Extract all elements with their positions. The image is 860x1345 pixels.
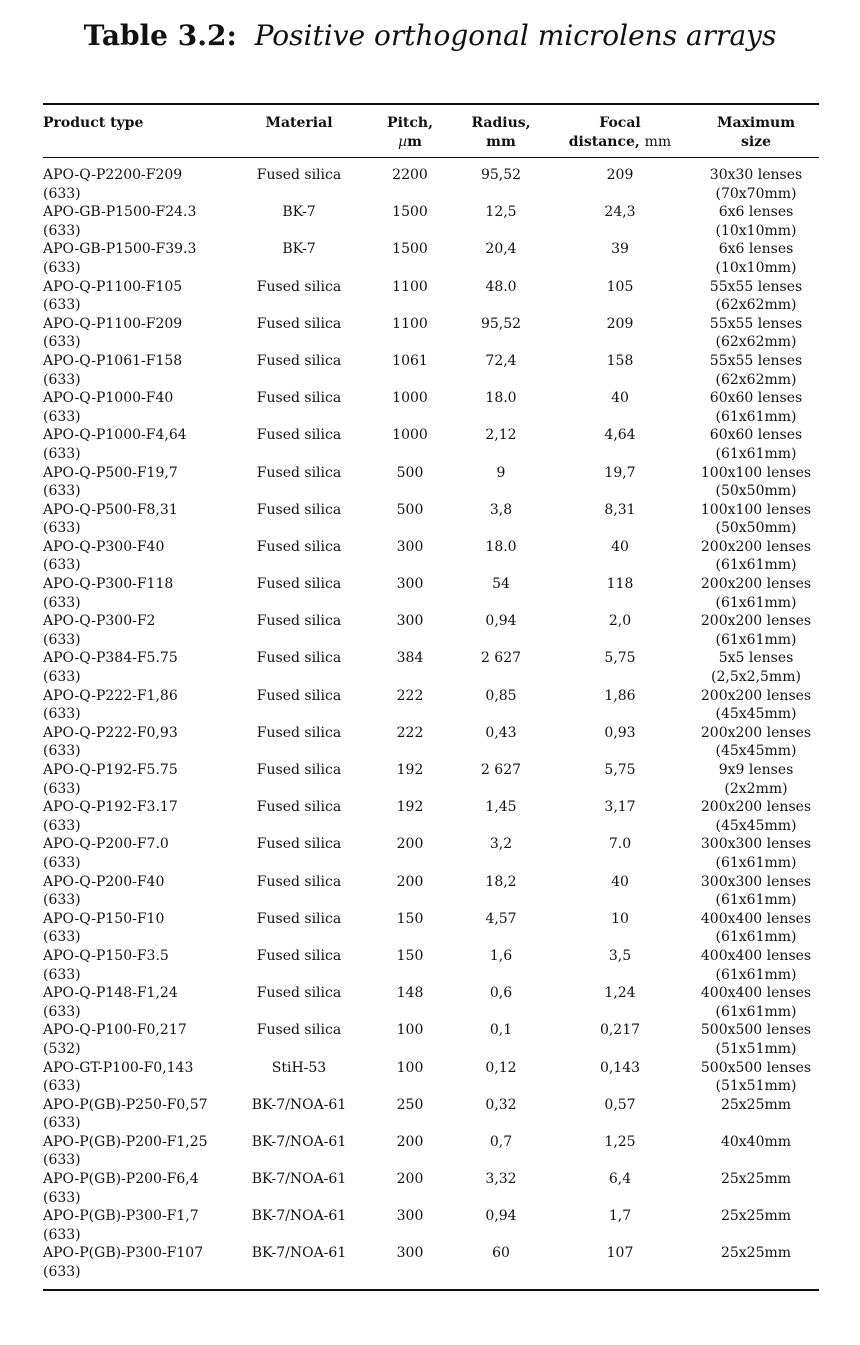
table-row	[43, 1170, 819, 1207]
cell-material: Fused silica	[256, 947, 342, 964]
cell-pitch: 500	[396, 464, 424, 481]
cell-radius: 4,57	[485, 910, 517, 927]
cell-pitch: 200	[396, 1133, 424, 1150]
cell-focal-distance: 118	[606, 576, 634, 593]
cell-material: Fused silica	[256, 650, 342, 667]
cell-product-type: APO-Q-P300-F118 (633)	[43, 576, 174, 611]
cell-focal-distance: 5,75	[604, 762, 636, 778]
header-pitch: Pitch, µm	[387, 115, 433, 150]
cell-material: Fused silica	[256, 836, 342, 853]
table-row	[43, 1207, 819, 1244]
table-row	[43, 1244, 819, 1281]
cell-maximum-size: 200x200 lenses (45x45mm)	[700, 687, 812, 723]
cell-pitch: 1500	[392, 204, 428, 221]
cell-pitch: 500	[396, 501, 424, 518]
cell-product-type: APO-GB-P1500-F24.3 (633)	[43, 204, 197, 239]
cell-material: Fused silica	[256, 799, 342, 816]
table-row	[43, 724, 819, 761]
cell-product-type: APO-Q-P1100-F209 (633)	[43, 315, 183, 351]
cell-material: Fused silica	[256, 278, 342, 295]
table-caption	[0, 16, 860, 56]
cell-material: Fused silica	[256, 167, 342, 183]
cell-pitch: 148	[396, 985, 424, 1002]
table-row	[43, 575, 819, 612]
cell-radius: 0,7	[489, 1133, 513, 1150]
cell-radius: 12,5	[485, 204, 517, 221]
cell-pitch: 200	[396, 836, 424, 853]
cell-maximum-size: 9x9 lenses (2x2mm)	[718, 762, 794, 797]
cell-product-type: APO-Q-P500-F8,31 (633)	[43, 501, 178, 537]
cell-maximum-size: 100x100 lenses (50x50mm)	[700, 464, 812, 500]
table-row	[43, 910, 819, 947]
cell-material: Fused silica	[256, 910, 342, 927]
cell-focal-distance: 158	[606, 352, 634, 369]
cell-maximum-size: 500x500 lenses (51x51mm)	[700, 1059, 812, 1095]
cell-focal-distance: 0,143	[599, 1059, 641, 1076]
cell-product-type: APO-Q-P192-F5.75 (633)	[43, 762, 178, 797]
cell-radius: 60	[492, 1245, 510, 1262]
cell-product-type: APO-Q-P1100-F105 (633)	[43, 278, 183, 314]
cell-pitch: 300	[396, 576, 424, 593]
header-radius: Radius, mm	[471, 115, 531, 150]
table-row	[43, 984, 819, 1021]
cell-maximum-size: 200x200 lenses (61x61mm)	[700, 613, 812, 648]
cell-pitch: 100	[396, 1022, 424, 1039]
cell-product-type: APO-Q-P148-F1,24 (633)	[43, 985, 178, 1020]
cell-material: Fused silica	[256, 427, 342, 444]
cell-maximum-size: 500x500 lenses (51x51mm)	[700, 1022, 812, 1057]
cell-product-type: APO-Q-P150-F3.5 (633)	[43, 947, 169, 983]
cell-maximum-size: 40x40mm	[720, 1133, 792, 1150]
cell-product-type: APO-P(GB)-P300-F1,7 (633)	[43, 1208, 199, 1243]
table-body	[43, 157, 819, 1282]
cell-radius: 0,32	[485, 1096, 517, 1113]
cell-focal-distance: 1,25	[604, 1133, 636, 1150]
cell-focal-distance: 40	[611, 873, 629, 890]
cell-product-type: APO-P(GB)-P250-F0,57 (633)	[43, 1096, 208, 1132]
cell-focal-distance: 8,31	[604, 501, 636, 518]
cell-radius: 0,94	[485, 1208, 517, 1225]
cell-radius: 0,43	[485, 724, 517, 741]
cell-material: Fused silica	[256, 538, 342, 555]
table-row	[43, 612, 819, 649]
cell-radius: 3,2	[489, 836, 513, 853]
cell-material: BK-7/NOA-61	[251, 1133, 347, 1150]
cell-product-type: APO-P(GB)-P200-F6,4 (633)	[43, 1171, 199, 1206]
cell-product-type: APO-Q-P1000-F4,64 (633)	[43, 427, 187, 462]
cell-radius: 95,52	[480, 315, 522, 332]
table-row	[43, 1133, 819, 1170]
cell-material: BK-7/NOA-61	[251, 1245, 347, 1262]
table-number: Table 3.2:	[83, 19, 237, 52]
table-row	[43, 873, 819, 910]
cell-focal-distance: 1,24	[604, 985, 636, 1002]
cell-material: BK-7/NOA-61	[251, 1096, 347, 1113]
cell-pitch: 192	[396, 799, 424, 816]
cell-maximum-size: 200x200 lenses (45x45mm)	[700, 724, 812, 760]
cell-focal-distance: 10	[611, 910, 629, 927]
cell-product-type: APO-Q-P192-F3.17 (633)	[43, 799, 178, 834]
cell-pitch: 222	[396, 724, 424, 741]
cell-material: BK-7	[282, 204, 316, 221]
table-row	[43, 240, 819, 277]
cell-maximum-size: 60x60 lenses (61x61mm)	[709, 427, 803, 462]
cell-maximum-size: 6x6 lenses (10x10mm)	[715, 241, 797, 276]
cell-maximum-size: 30x30 lenses (70x70mm)	[709, 167, 803, 202]
cell-product-type: APO-P(GB)-P200-F1,25 (633)	[43, 1133, 208, 1169]
cell-radius: 0,85	[485, 687, 517, 704]
cell-product-type: APO-Q-P384-F5.75 (633)	[43, 650, 178, 686]
cell-focal-distance: 19,7	[604, 464, 636, 481]
cell-maximum-size: 400x400 lenses (61x61mm)	[700, 910, 812, 946]
cell-focal-distance: 0,217	[599, 1022, 641, 1039]
cell-focal-distance: 5,75	[604, 650, 636, 667]
table-row	[43, 1096, 819, 1133]
cell-pitch: 200	[396, 1171, 424, 1188]
cell-maximum-size: 25x25mm	[720, 1208, 792, 1225]
table-row	[43, 278, 819, 315]
cell-material: Fused silica	[256, 501, 342, 518]
cell-radius: 95,52	[480, 167, 522, 183]
table-row	[43, 426, 819, 463]
cell-maximum-size: 25x25mm	[720, 1096, 792, 1113]
cell-pitch: 1000	[392, 427, 428, 444]
cell-focal-distance: 24,3	[604, 204, 636, 221]
cell-radius: 1,6	[489, 947, 513, 964]
cell-material: Fused silica	[256, 724, 342, 741]
cell-material: StiH-53	[271, 1059, 327, 1076]
cell-product-type: APO-Q-P500-F19,7 (633)	[43, 464, 178, 500]
cell-product-type: APO-Q-P1000-F40 (633)	[43, 390, 174, 425]
cell-pitch: 1061	[392, 352, 428, 369]
header-row	[43, 105, 819, 157]
cell-maximum-size: 55x55 lenses (62x62mm)	[709, 278, 803, 314]
cell-pitch: 2200	[392, 167, 428, 183]
table-row	[43, 501, 819, 538]
cell-maximum-size: 6x6 lenses (10x10mm)	[715, 204, 797, 239]
table-row	[43, 835, 819, 872]
cell-material: Fused silica	[256, 762, 342, 778]
cell-material: Fused silica	[256, 352, 342, 369]
cell-focal-distance: 40	[611, 538, 629, 555]
cell-focal-distance: 4,64	[604, 427, 636, 444]
cell-radius: 2 627	[480, 650, 522, 667]
cell-focal-distance: 3,17	[604, 799, 636, 816]
cell-radius: 0,12	[485, 1059, 517, 1076]
cell-pitch: 200	[396, 873, 424, 890]
table-row	[43, 464, 819, 501]
cell-material: BK-7/NOA-61	[251, 1208, 347, 1225]
table-row	[43, 761, 819, 798]
cell-product-type: APO-Q-P1061-F158 (633)	[43, 352, 183, 388]
cell-material: Fused silica	[256, 613, 342, 630]
cell-pitch: 150	[396, 947, 424, 964]
cell-focal-distance: 39	[611, 241, 629, 258]
table-row	[43, 352, 819, 389]
cell-pitch: 300	[396, 1245, 424, 1262]
cell-material: Fused silica	[256, 390, 342, 407]
cell-product-type: APO-Q-P222-F1,86 (633)	[43, 687, 178, 723]
cell-material: Fused silica	[256, 576, 342, 593]
cell-pitch: 1000	[392, 390, 428, 407]
cell-radius: 54	[492, 576, 510, 593]
header-product-type: Product type	[43, 115, 144, 131]
cell-focal-distance: 7.0	[608, 836, 632, 853]
table-row	[43, 649, 819, 686]
cell-maximum-size: 300x300 lenses (61x61mm)	[700, 836, 812, 871]
cell-maximum-size: 55x55 lenses (62x62mm)	[709, 315, 803, 351]
cell-radius: 9	[496, 464, 506, 481]
table-row	[43, 203, 819, 240]
cell-radius: 1,45	[485, 799, 517, 816]
cell-radius: 3,8	[489, 501, 513, 518]
table-row	[43, 1059, 819, 1096]
cell-product-type: APO-Q-P300-F40 (633)	[43, 538, 165, 574]
cell-focal-distance: 0,57	[604, 1096, 636, 1113]
cell-pitch: 250	[396, 1096, 424, 1113]
cell-pitch: 1500	[392, 241, 428, 258]
bottom-rule	[43, 1289, 819, 1291]
cell-pitch: 100	[396, 1059, 424, 1076]
cell-product-type: APO-Q-P2200-F209 (633)	[43, 167, 183, 202]
cell-maximum-size: 5x5 lenses (2,5x2,5mm)	[711, 650, 801, 686]
cell-maximum-size: 400x400 lenses (61x61mm)	[700, 985, 812, 1020]
cell-maximum-size: 55x55 lenses (62x62mm)	[709, 352, 803, 388]
cell-focal-distance: 0,93	[604, 724, 636, 741]
cell-radius: 18.0	[485, 390, 517, 407]
cell-product-type: APO-GB-P1500-F39.3 (633)	[43, 241, 197, 276]
cell-maximum-size: 60x60 lenses (61x61mm)	[709, 390, 803, 425]
cell-material: Fused silica	[256, 873, 342, 890]
cell-material: Fused silica	[256, 464, 342, 481]
table-row	[43, 947, 819, 984]
header-maximum-size: Maximum size	[716, 115, 796, 150]
table-row	[43, 538, 819, 575]
cell-radius: 0,1	[489, 1022, 513, 1039]
cell-maximum-size: 300x300 lenses (61x61mm)	[700, 873, 812, 909]
cell-maximum-size: 25x25mm	[720, 1245, 792, 1262]
table-row	[43, 157, 819, 203]
cell-product-type: APO-P(GB)-P300-F107 (633)	[43, 1245, 204, 1281]
cell-maximum-size: 200x200 lenses (45x45mm)	[700, 799, 812, 834]
cell-pitch: 384	[396, 650, 424, 667]
cell-focal-distance: 40	[611, 390, 629, 407]
cell-material: Fused silica	[256, 687, 342, 704]
header-material: Material	[265, 115, 333, 131]
cell-radius: 3,32	[485, 1171, 517, 1188]
cell-pitch: 300	[396, 538, 424, 555]
cell-focal-distance: 107	[606, 1245, 634, 1262]
cell-radius: 0,6	[489, 985, 513, 1002]
cell-radius: 2,12	[485, 427, 517, 444]
cell-focal-distance: 3,5	[608, 947, 632, 964]
cell-material: BK-7/NOA-61	[251, 1171, 347, 1188]
cell-radius: 20,4	[485, 241, 517, 258]
cell-maximum-size: 200x200 lenses (61x61mm)	[700, 576, 812, 611]
microlens-table	[43, 105, 819, 1282]
cell-product-type: APO-Q-P222-F0,93 (633)	[43, 724, 178, 760]
table-row	[43, 798, 819, 835]
cell-pitch: 1100	[392, 315, 428, 332]
cell-product-type: APO-Q-P200-F40 (633)	[43, 873, 165, 909]
cell-pitch: 1100	[392, 278, 428, 295]
cell-pitch: 300	[396, 613, 424, 630]
table-row	[43, 1021, 819, 1058]
cell-focal-distance: 6,4	[608, 1171, 632, 1188]
cell-pitch: 300	[396, 1208, 424, 1225]
cell-focal-distance: 105	[606, 278, 634, 295]
cell-material: Fused silica	[256, 1022, 342, 1039]
cell-pitch: 192	[396, 762, 424, 778]
cell-focal-distance: 2,0	[608, 613, 632, 630]
table-row	[43, 315, 819, 352]
cell-product-type: APO-Q-P150-F10 (633)	[43, 910, 165, 946]
cell-material: Fused silica	[256, 315, 342, 332]
cell-product-type: APO-Q-P100-F0,217 (532)	[43, 1022, 187, 1057]
header-focal-distance: Focal distance, mm	[568, 115, 672, 150]
cell-radius: 72,4	[485, 352, 517, 369]
cell-product-type: APO-Q-P300-F2 (633)	[43, 613, 156, 648]
cell-maximum-size: 200x200 lenses (61x61mm)	[700, 538, 812, 574]
cell-maximum-size: 400x400 lenses (61x61mm)	[700, 947, 812, 983]
cell-product-type: APO-Q-P200-F7.0 (633)	[43, 836, 169, 871]
cell-product-type: APO-GT-P100-F0,143 (633)	[43, 1059, 194, 1095]
cell-pitch: 222	[396, 687, 424, 704]
cell-maximum-size: 25x25mm	[720, 1171, 792, 1188]
cell-radius: 18.0	[485, 538, 517, 555]
cell-pitch: 150	[396, 910, 424, 927]
cell-radius: 2 627	[480, 762, 522, 778]
cell-focal-distance: 209	[606, 315, 634, 332]
cell-material: BK-7	[282, 241, 316, 258]
table-row	[43, 687, 819, 724]
table-title: Positive orthogonal microlens arrays	[254, 19, 777, 52]
cell-maximum-size: 100x100 lenses (50x50mm)	[700, 501, 812, 537]
cell-radius: 48.0	[485, 278, 517, 295]
cell-focal-distance: 1,86	[604, 687, 636, 704]
cell-focal-distance: 209	[606, 167, 634, 183]
table-row	[43, 389, 819, 426]
cell-focal-distance: 1,7	[608, 1208, 632, 1225]
cell-radius: 18,2	[485, 873, 517, 890]
cell-material: Fused silica	[256, 985, 342, 1002]
cell-radius: 0,94	[485, 613, 517, 630]
